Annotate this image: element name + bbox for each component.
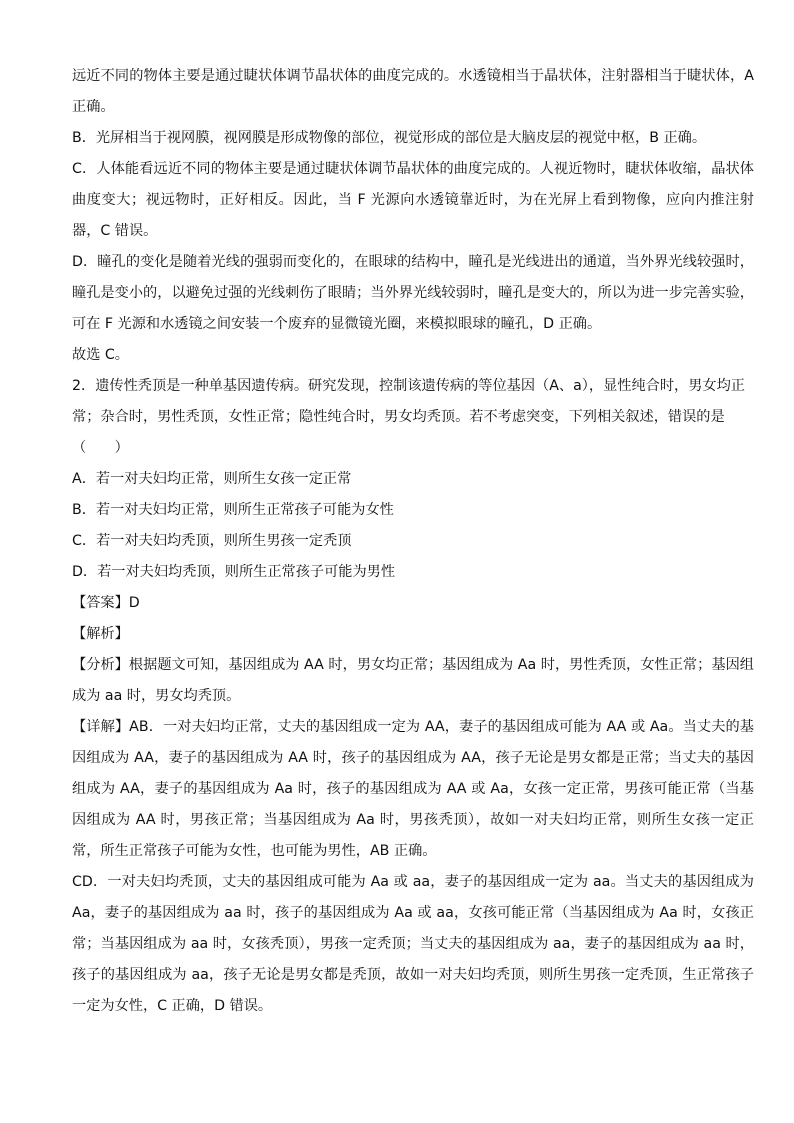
previous-conclusion: 故选 C。 bbox=[72, 347, 129, 363]
analysis-label: 【分析】 bbox=[72, 657, 129, 673]
explanation-label: 【解析】 bbox=[72, 626, 129, 642]
option-c: C．若一对夫妇均秃顶，则所生男孩一定秃顶 bbox=[72, 533, 352, 549]
option-d: D．若一对夫妇均秃顶，则所生正常孩子可能为男性 bbox=[72, 564, 396, 580]
analysis-option-c: C．人体能看远近不同的物体主要是通过睫状体调节晶状体的曲度完成的。人视近物时，睫状体收缩，晶状体曲度变大；视远物时，正好相反。因此，当 F 光源向水透镜靠近时，为在光屏上看到物像，应向内推注射器，C 错误。 bbox=[72, 161, 754, 239]
analysis-option-b: B．光屏相当于视网膜，视网膜是形成物像的部位，视觉形成的部位是大脑皮层的视觉中枢，B 正确。 bbox=[72, 130, 707, 146]
detail-cd-paragraph: CD．一对夫妇均秃顶，丈夫的基因组成可能为 Aa 或 aa，妻子的基因组成一定为 aa。当丈夫的基因组成为 Aa，妻子的基因组成为 aa 时，孩子的基因组成为 Aa 或 aa，女孩可能正常（当基因组成为 Aa 时，女孩正常；当基因组成为 aa 时，女孩秃顶），男孩一定秃顶；当丈夫的基因组成为 aa，妻子的基因组成为 aa 时，孩子的基因组成为 aa，孩子无论是男女都是秃顶，故如一对夫妇均秃顶，则所生男孩一定秃顶，生正常孩子一定为女性，C 正确，D 错误。 bbox=[72, 874, 754, 1014]
analysis-paragraph bbox=[72, 650, 754, 712]
detail-label: 【详解】 bbox=[72, 719, 130, 735]
analysis-text: 根据题文可知，基因组成为 AA 时，男女均正常；基因组成为 Aa 时，男性秃顶，女性正常；基因组成为 aa 时，男女均秃顶。 bbox=[72, 657, 754, 704]
analysis-option-a-continued: 远近不同的物体主要是通过睫状体调节晶状体的曲度完成的。水透镜相当于晶状体，注射器相当于睫状体，A 正确。 bbox=[72, 68, 754, 115]
option-b: B．若一对夫妇均正常，则所生正常孩子可能为女性 bbox=[72, 502, 394, 518]
detail-ab-text: AB．一对夫妇均正常，丈夫的基因组成一定为 AA，妻子的基因组成可能为 AA 或 Aa。当丈夫的基因组成为 AA，妻子的基因组成为 AA 时，孩子的基因组成为 AA，孩子无论是男女都是正常；当丈夫的基因组成为 AA，妻子的基因组成为 Aa 时，孩子的基因组成为 AA 或 Aa，女孩一定正常，男孩可能正常（当基因组成为 AA 时，男孩正常；当基因组成为 Aa 时，男孩秃顶），故如一对夫妇均正常，则所生女孩一定正常，所生正常孩子可能为女性，也可能为男性，AB 正确。 bbox=[72, 719, 754, 859]
answer-line bbox=[72, 588, 754, 619]
analysis-option-d: D．瞳孔的变化是随着光线的强弱而变化的，在眼球的结构中，瞳孔是光线进出的通道，当外界光线较强时，瞳孔是变小的，以避免过强的光线刺伤了眼睛；当外界光线较弱时，瞳孔是变大的，所以为进一步完善实验，可在 F 光源和水透镜之间安装一个废弃的显微镜光圈，来模拟眼球的瞳孔，D 正确。 bbox=[72, 254, 754, 332]
answer-label: 【答案】 bbox=[72, 595, 129, 611]
detail-ab-paragraph bbox=[72, 712, 754, 867]
answer-value: D bbox=[128, 595, 140, 611]
option-a: A．若一对夫妇均正常，则所生女孩一定正常 bbox=[72, 471, 352, 487]
question-stem: 2．遗传性秃顶是一种单基因遗传病。研究发现，控制该遗传病的等位基因（A、a），显性纯合时，男女均正常；杂合时，男性秃顶，女性正常；隐性纯合时，男女均秃顶。若不考虑突变，下列相关叙述，错误的是（ ） bbox=[72, 378, 745, 456]
